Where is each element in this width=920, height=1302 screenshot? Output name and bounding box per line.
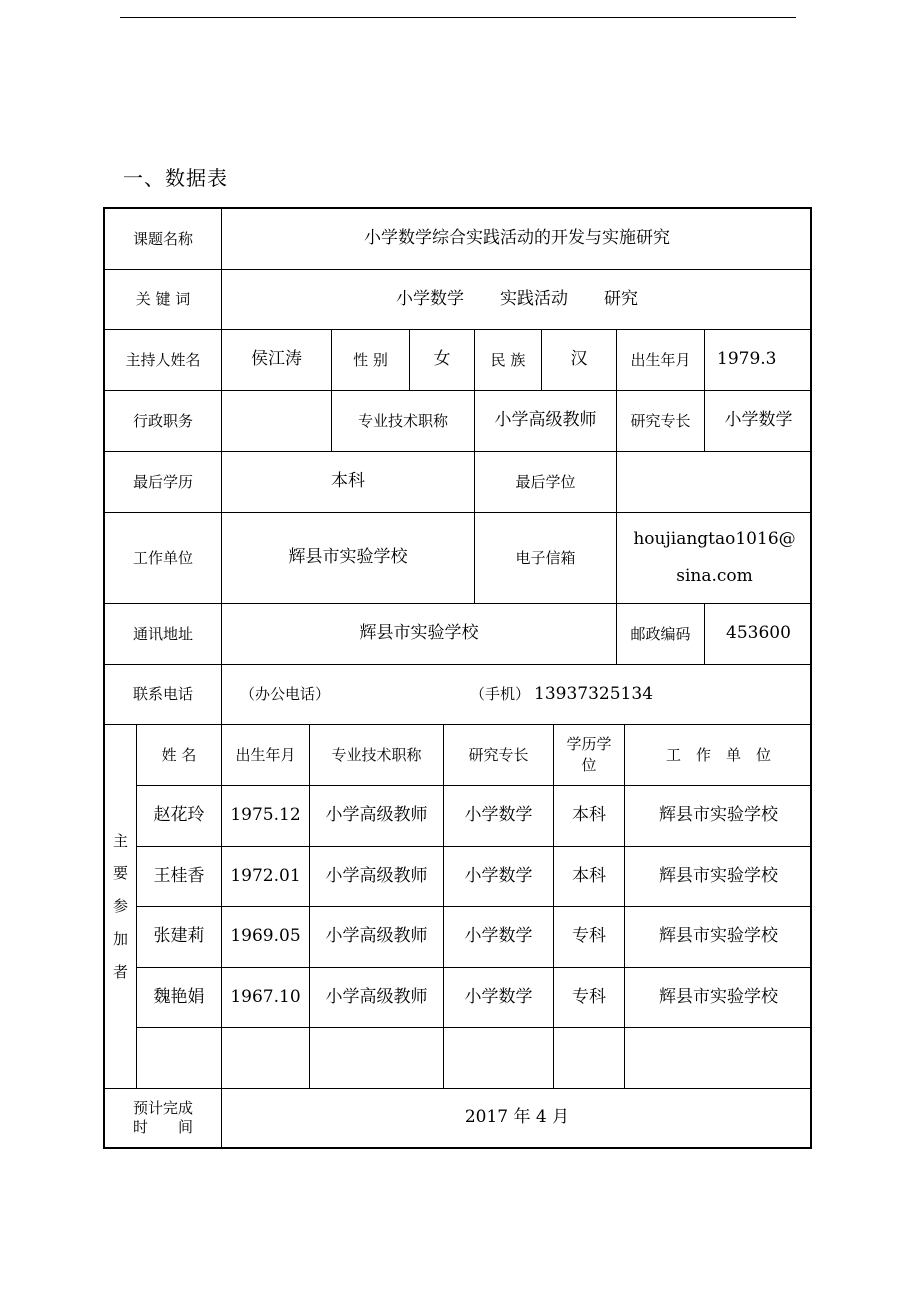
participant-birth <box>222 1028 310 1089</box>
keywords-label: 关 键 词 <box>105 270 222 330</box>
participant-workplace <box>625 1028 812 1089</box>
completion-value: 2017 年 4 月 <box>464 1107 570 1128</box>
mobile-label: （手机） <box>470 685 531 704</box>
participant-workplace: 辉县市实验学校 <box>625 907 812 968</box>
col-header-specialty: 研究专长 <box>444 725 554 786</box>
col-header-workplace: 工 作 单 位 <box>625 725 812 786</box>
education-value: 本科 <box>222 452 475 513</box>
specialty-value: 小学数学 <box>705 391 812 452</box>
address-label: 通讯地址 <box>105 604 222 665</box>
side-char: 要 <box>112 864 128 883</box>
participant-edu: 本科 <box>554 786 625 847</box>
admin-label: 行政职务 <box>105 391 222 452</box>
completion-label-line: 时 间 <box>132 1118 193 1136</box>
col-header-edu <box>554 725 625 786</box>
participant-specialty: 小学数学 <box>444 907 554 968</box>
address-value: 辉县市实验学校 <box>222 604 617 665</box>
specialty-label: 研究专长 <box>617 391 705 452</box>
participant-birth: 1967.10 <box>222 968 310 1028</box>
data-table <box>103 207 812 1149</box>
keyword-item: 实践活动 <box>500 288 568 309</box>
ethnicity-value: 汉 <box>542 330 617 391</box>
ethnicity-label: 民 族 <box>475 330 542 391</box>
email-line: sina.com <box>676 566 753 586</box>
completion-label <box>105 1089 222 1147</box>
col-header-name: 姓 名 <box>137 725 222 786</box>
edu-header-line: 位 <box>581 756 597 774</box>
email-label: 电子信箱 <box>475 513 617 604</box>
keywords-value <box>222 270 812 330</box>
keyword-item: 小学数学 <box>396 288 464 309</box>
topic-value: 小学数学综合实践活动的开发与实施研究 <box>222 209 812 270</box>
participant-name: 赵花玲 <box>137 786 222 847</box>
title-value: 小学高级教师 <box>475 391 617 452</box>
participant-specialty: 小学数学 <box>444 968 554 1028</box>
participant-name: 张建莉 <box>137 907 222 968</box>
side-char: 参 <box>112 897 128 916</box>
participant-title: 小学高级教师 <box>310 968 444 1028</box>
title-label: 专业技术职称 <box>332 391 475 452</box>
workplace-label: 工作单位 <box>105 513 222 604</box>
mobile-value: 13937325134 <box>534 683 654 704</box>
participant-title: 小学高级教师 <box>310 847 444 907</box>
participant-edu <box>554 1028 625 1089</box>
side-char: 者 <box>112 962 128 981</box>
gender-label: 性 别 <box>332 330 410 391</box>
participant-workplace: 辉县市实验学校 <box>625 968 812 1028</box>
section-heading: 一、数据表 <box>123 166 228 190</box>
participant-title: 小学高级教师 <box>310 786 444 847</box>
host-label: 主持人姓名 <box>105 330 222 391</box>
workplace-value: 辉县市实验学校 <box>222 513 475 604</box>
participant-name: 王桂香 <box>137 847 222 907</box>
postcode-label: 邮政编码 <box>617 604 705 665</box>
participant-name <box>137 1028 222 1089</box>
participant-edu: 本科 <box>554 847 625 907</box>
keyword-item: 研究 <box>604 288 638 309</box>
education-label: 最后学历 <box>105 452 222 513</box>
header-rule <box>120 17 796 18</box>
participant-title <box>310 1028 444 1089</box>
host-name: 侯江涛 <box>222 330 332 391</box>
admin-value <box>222 391 332 452</box>
side-char: 主 <box>112 831 128 850</box>
topic-label: 课题名称 <box>105 209 222 270</box>
side-char: 加 <box>112 929 128 948</box>
participant-title: 小学高级教师 <box>310 907 444 968</box>
participant-birth: 1969.05 <box>222 907 310 968</box>
participants-side-label <box>105 725 137 1089</box>
degree-label: 最后学位 <box>475 452 617 513</box>
edu-header-line: 学历学 <box>566 735 612 753</box>
participant-specialty: 小学数学 <box>444 786 554 847</box>
participant-edu: 专科 <box>554 907 625 968</box>
office-phone-label: （办公电话） <box>240 685 331 704</box>
participant-birth: 1975.12 <box>222 786 310 847</box>
participant-workplace: 辉县市实验学校 <box>625 847 812 907</box>
participant-edu: 专科 <box>554 968 625 1028</box>
phone-label: 联系电话 <box>105 665 222 725</box>
participant-specialty <box>444 1028 554 1089</box>
gender-value: 女 <box>410 330 475 391</box>
postcode-value: 453600 <box>705 604 812 665</box>
birth-label: 出生年月 <box>617 330 705 391</box>
participant-birth: 1972.01 <box>222 847 310 907</box>
col-header-title: 专业技术职称 <box>310 725 444 786</box>
email-line: houjiangtao1016@ <box>633 529 796 549</box>
phone-value <box>222 665 812 725</box>
degree-value <box>617 452 812 513</box>
email-value <box>617 513 812 604</box>
participant-name: 魏艳娟 <box>137 968 222 1028</box>
participant-specialty: 小学数学 <box>444 847 554 907</box>
completion-label-line: 预计完成 <box>132 1098 193 1117</box>
participant-workplace: 辉县市实验学校 <box>625 786 812 847</box>
col-header-birth: 出生年月 <box>222 725 310 786</box>
birth-value: 1979.3 <box>705 330 812 391</box>
